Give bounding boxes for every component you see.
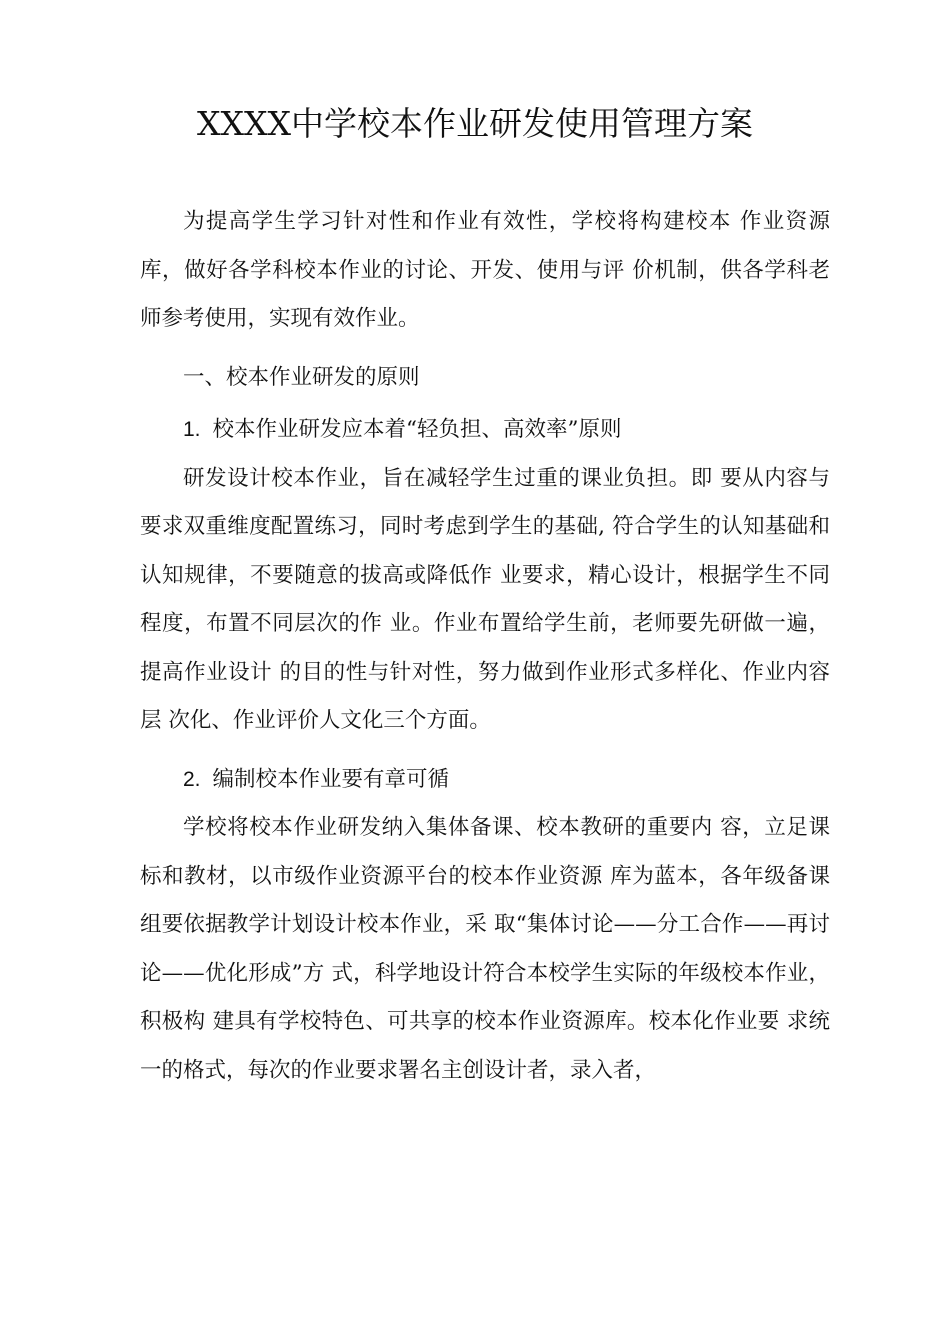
document-title: XXXX中学校本作业研发使用管理方案	[197, 104, 753, 143]
document-body	[140, 198, 830, 1095]
section-heading-principles: 一、校本作业研发的原则	[183, 364, 420, 390]
item-heading-2	[140, 756, 830, 805]
item-number-1: 1.	[183, 418, 201, 441]
item-heading-1	[140, 406, 830, 455]
item-heading-2-text: 编制校本作业要有章可循	[212, 766, 450, 792]
item-1-paragraph: 研发设计校本作业，旨在减轻学生过重的课业负担。即 要从内容与要求双重维度配置练习，同时考虑到学生的基础, 符合学生的认知基础和认知规律，不要随意的拔高或降低作 业要求，精心设计，根据学生不同程度，布置不同层次的作 业。作业布置给学生前，老师要先研做一遍，提高作业设计 的目的性与针对性，努力做到作业形式多样化、作业内容层 次化、作业评价人文化三个方面。	[140, 465, 830, 733]
item-number-2: 2.	[183, 767, 201, 791]
item-2-paragraph: 学校将校本作业研发纳入集体备课、校本教研的重要内 容，立足课标和教材，以市级作业资源平台的校本作业资源 库为蓝本，各年级备课组要依据教学计划设计校本作业，采 取“集体讨论——分工合作——再讨论——优化形成”方 式，科学地设计符合本校学生实际的年级校本作业，积极构 建具有学校特色、可共享的校本作业资源库。校本化作业要 求统一的格式，每次的作业要求署名主创设计者，录入者，	[140, 815, 830, 1083]
intro-paragraph: 为提高学生学习针对性和作业有效性，学校将构建校本 作业资源库，做好各学科校本作业的讨论、开发、使用与评 价机制，供各学科老师参考使用，实现有效作业。	[140, 209, 830, 331]
item-heading-1-text: 校本作业研发应本着“轻负担、高效率”原则	[212, 417, 622, 442]
